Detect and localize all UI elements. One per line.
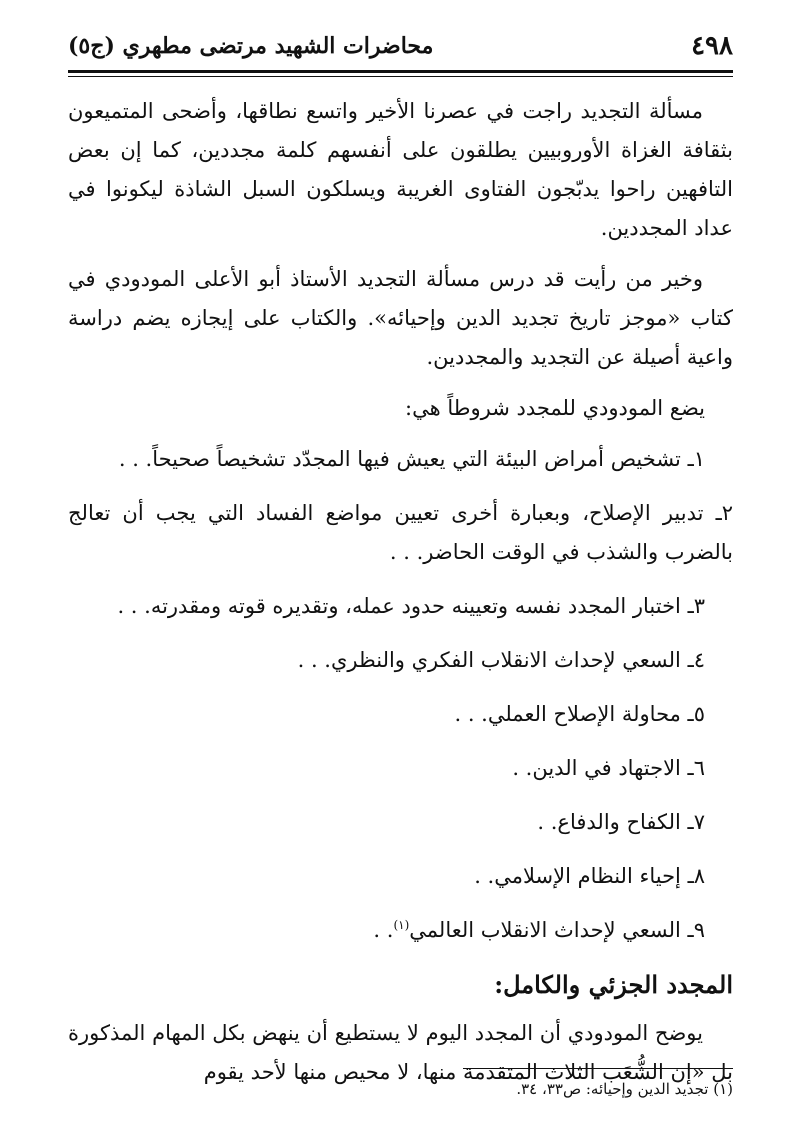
paragraph-1: مسألة التجديد راجت في عصرنا الأخير واتسع نطاقها، وأضحى المتميعون بثقافة الغزاة الأوروبيين يطلقون على أنفسهم كلمة مجددين، كما إن بعض التافهين راحوا يدبّجون الفتاوى الغريبة ويسلكون السبل الشاذة ليكونوا في عداد المجددين. (68, 99, 733, 240)
page-body (68, 92, 733, 1104)
footnote-reference: (١) (393, 918, 410, 932)
footnote-text: تجديد الدين وإحيائه: ص٣٣، ٣٤. (516, 1080, 709, 1098)
list-item-2: ٢ـ تدبير الإصلاح، وبعبارة أخرى تعيين مواضع الفساد التي يجب أن تعالج بالضرب والشذب في الوقت الحاضر. . . (68, 501, 733, 564)
list-item-7: ٧ـ الكفاح والدفاع. . (537, 810, 705, 834)
list-item-9 (68, 911, 733, 950)
header-rule-thin (68, 76, 733, 77)
list-item-6: ٦ـ الاجتهاد في الدين. . (512, 756, 705, 780)
header-rule-thick (68, 70, 733, 73)
list-item-9-text: ٩ـ السعي لإحداث الانقلاب العالمي (409, 918, 705, 942)
footnote-separator (463, 1068, 733, 1069)
list-item-9-tail: . . (373, 918, 394, 942)
closing-paragraph: يوضح المودودي أن المجدد اليوم لا يستطيع أن ينهض بكل المهام المذكورة بل «إن الشُّعَب الثلاث المتقدمة منها، لا محيص منها لأحد يقوم (68, 1021, 733, 1084)
section-heading: المجدد الجزئي والكامل: (494, 970, 733, 999)
list-item-8: ٨ـ إحياء النظام الإسلامي. . (474, 864, 705, 888)
paragraph-2: وخير من رأيت قد درس مسألة التجديد الأستاذ أبو الأعلى المودودي في كتاب «موجز تاريخ تجديد الدين وإحيائه». والكتاب على إيجازه يضم دراسة واعية أصيلة عن التجديد والمجددين. (68, 267, 733, 369)
list-item-3: ٣ـ اختبار المجدد نفسه وتعيينه حدود عمله، وتقديره قوته ومقدرته. . . (117, 594, 705, 618)
footnote (68, 1078, 733, 1100)
page-number: ٤٩٨ (691, 31, 733, 61)
list-lead: يضع المودودي للمجدد شروطاً هي: (405, 396, 705, 420)
list-item-5: ٥ـ محاولة الإصلاح العملي. . . (454, 702, 705, 726)
running-title: محاضرات الشهيد مرتضى مطهري (ج٥) (68, 33, 434, 59)
list-item-1: ١ـ تشخيص أمراض البيئة التي يعيش فيها المجدّد تشخيصاً صحيحاً. . . (118, 447, 705, 471)
footnote-marker: (١) (713, 1080, 733, 1098)
list-item-4: ٤ـ السعي لإحداث الانقلاب الفكري والنظري. . . (297, 648, 705, 672)
page-header (68, 26, 733, 66)
